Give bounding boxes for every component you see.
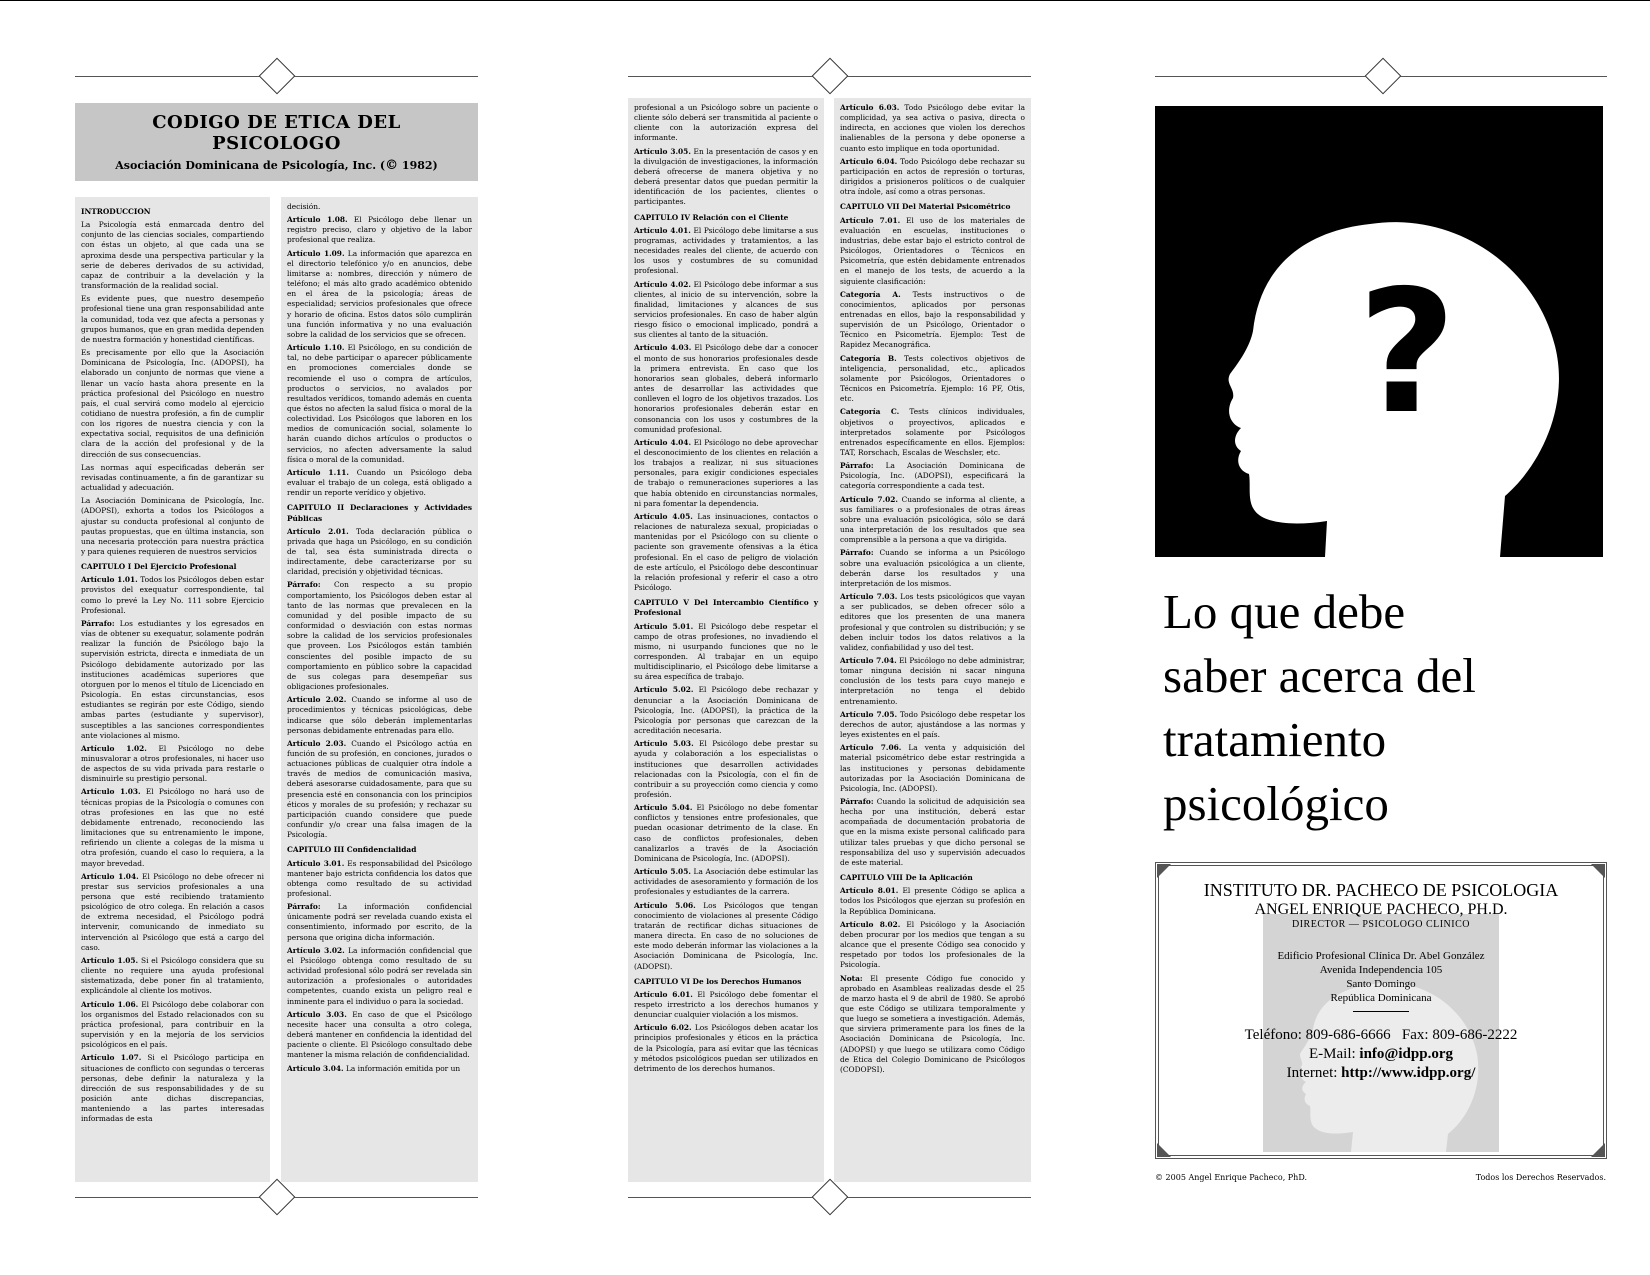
article-label: Artículo 8.02. — [840, 919, 901, 929]
article-text: Tests clínicos individuales, objetivos o proyectivos, aplicados e interpretados solamente por Psicólogos entrenados específicamente en ellos. Ejemplos: TAT, Rorschach, Escalas de Weschsler, etc. — [840, 407, 1025, 457]
address-line4: República Dominicana — [1330, 992, 1432, 1004]
article-label: Artículo 1.05. — [81, 955, 139, 965]
code-subtitle: Asociación Dominicana de Psicología, Inc. (© 1982) — [115, 158, 438, 173]
article-text: El presente Código se aplica a todos los Psicólogos que ejerzan su profesión en la República Dominicana. — [840, 886, 1025, 916]
article-text: Cuando se informe al uso de procedimientos y técnicas psicológicas, debe indicarse que sólo deberán implementarlas personas debidamente entrenadas para ello. — [287, 695, 472, 735]
panel2-column2 — [834, 98, 1031, 1182]
article-paragraph — [840, 495, 1025, 546]
contact-box — [1155, 862, 1607, 1159]
rights-reserved: Todos los Derechos Reservados. — [1475, 1173, 1606, 1182]
article-paragraph — [840, 743, 1025, 794]
article-text: El Psicólogo debe prestar su ayuda y colaboración a los especialistas o instituciones que desarrollen actividades relacionadas con la Psicología, con el fin de contribuir a su proyección como ciencia y como profesión. — [634, 739, 818, 799]
article-paragraph — [634, 226, 818, 277]
chapter-heading: CAPITULO IV Relación con el Cliente — [634, 212, 789, 222]
article-paragraph — [634, 803, 818, 864]
article-label: Artículo 7.01. — [840, 215, 901, 225]
article-label: Artículo 1.08. — [287, 215, 348, 225]
headline-line4: psicológico — [1163, 776, 1389, 831]
article-paragraph — [634, 685, 818, 736]
email-line: E-Mail: info@idpp.org — [1309, 1046, 1453, 1062]
separator — [1353, 1011, 1409, 1012]
article-label: Artículo 1.04. — [81, 871, 139, 881]
article-label: Artículo 1.01. — [81, 575, 138, 585]
article-paragraph — [840, 920, 1025, 971]
article-paragraph — [840, 290, 1025, 351]
chapter-heading: CAPITULO III Confidencialidad — [287, 845, 417, 855]
article-label: Artículo 2.03. — [287, 738, 347, 748]
copyright-notice: © 2005 Angel Enrique Pacheco, PhD. — [1155, 1173, 1308, 1182]
article-paragraph — [634, 438, 818, 509]
article-text: profesional a un Psicólogo sobre un paciente o cliente sólo deberá ser transmitida al paciente o cliente con la autorización expresa del informante. — [634, 103, 818, 143]
article-label: Artículo 7.04. — [840, 655, 897, 665]
email-link[interactable]: info@idpp.org — [1359, 1046, 1453, 1062]
panel2-column1 — [628, 98, 824, 1182]
article-paragraph — [634, 147, 818, 208]
article-paragraph — [840, 592, 1025, 653]
article-paragraph — [287, 946, 472, 1007]
article-paragraph — [287, 202, 472, 212]
article-paragraph — [81, 496, 264, 557]
article-text: El Psicólogo no debe ofrecer ni prestar sus servicios profesionales a una persona que esté recibiendo tratamiento psicológico de otro colega. En relación a casos de extrema necesidad, el Psicólogo podrá intervenir, comunicando de inmediato su intervención al Psicólogo que está a cargo del caso. — [81, 871, 264, 952]
article-paragraph — [81, 872, 264, 953]
article-paragraph — [81, 744, 264, 785]
article-paragraph — [634, 901, 818, 972]
panel1-column1 — [75, 197, 270, 1182]
article-label: Artículo 5.06. — [634, 900, 696, 910]
article-paragraph — [81, 619, 264, 741]
article-paragraph — [840, 157, 1025, 198]
article-paragraph — [634, 622, 818, 683]
article-paragraph — [81, 463, 264, 493]
article-text: Las normas aquí especificadas deberán ser revisadas continuamente, a fin de garantizar su actualidad y adecuación. — [81, 462, 264, 493]
article-paragraph — [81, 956, 264, 997]
chapter-heading: CAPITULO VIII De la Aplicación — [840, 873, 973, 883]
institute-name: INSTITUTO DR. PACHECO DE PSICOLOGIA — [1203, 880, 1559, 900]
article-paragraph — [287, 468, 472, 498]
article-label: Nota: — [840, 973, 863, 983]
article-paragraph — [840, 974, 1025, 1076]
article-text: Tests colectivos objetivos de inteligencia, personalidad, etc., aplicados solamente por Psicólogos, Orientadores o Técnicos en Psicometría. Ejemplo: 16 PF, Otis, etc. — [840, 353, 1025, 404]
article-text: La información confidencial que el Psicólogo obtenga como resultado de su actividad profesional sólo podrá ser revelada sin autorización a profesionales o autoridades competentes, cuando exista un peligro real e inminente para el individuo o para la sociedad. — [287, 945, 473, 1006]
article-paragraph — [287, 859, 472, 900]
article-paragraph — [81, 1000, 264, 1051]
article-text: Toda declaración pública o privada que haga un Psicólogo, en su condición de tal, sea ésta suministrada directa o indirectamente, debe caracterizarse por su claridad, precisión y objetividad técnicas. — [287, 526, 473, 577]
article-text: Todos los Psicólogos deben estar provistos del exequatur correspondiente, tal como lo prevé la Ley No. 111 sobre Ejercicio Profesional. — [81, 575, 265, 615]
article-label: Artículo 2.01. — [287, 526, 349, 536]
article-paragraph — [840, 656, 1025, 707]
article-paragraph — [81, 1053, 264, 1124]
code-title-line1: CODIGO DE ETICA DEL — [152, 112, 401, 133]
article-label: Artículo 7.02. — [840, 494, 898, 504]
article-label: Párrafo: — [840, 797, 874, 806]
copyright-circle-icon: © — [385, 158, 399, 173]
article-label: Artículo 1.02. — [81, 743, 147, 753]
article-paragraph — [287, 249, 472, 340]
article-text: El Psicólogo no debe fomentar conflictos y tensiones entre profesionales, que puedan ocasionar detrimento de la clase. En caso de conflictos profesionales, deben canalizarlos a través de la Asociación Dominicana de Psicología, Inc. (ADOPSI). — [634, 803, 818, 863]
article-text: El Psicólogo debe llenar un registro preciso, claro y objetivo de la labor profesional que realiza. — [287, 215, 472, 245]
article-text: Las insinuaciones, contactos o relaciones de naturaleza sexual, propiciadas o mantenidas por el Psicólogo con su cliente o paciente son gravemente ofensivas a la ética profesional. En el caso de peligro de violación de este artículo, el Psicólogo debe descontinuar la relación profesional y referir el caso a otro Psicólogo. — [634, 511, 818, 593]
article-text: Si el Psicólogo participa en situaciones de conflicto con segundas o terceras personas, debe definir la naturaleza y la dirección de sus responsabilidades y de su posición ante dichas discrepancias, manteniendo a las partes interesadas informadas de esta — [81, 1053, 265, 1124]
article-text: El Psicólogo no debe administrar, tomar ninguna decisión ni sacar ninguna conclusión de los tests para cuyo manejo e interpretación no tenga el debido entrenamiento. — [840, 655, 1025, 706]
panel3-top-diamond — [1365, 58, 1402, 95]
internet-line: Internet: http://www.idpp.org/ — [1286, 1065, 1476, 1081]
article-label: Artículo 2.02. — [287, 695, 347, 705]
article-paragraph — [287, 527, 472, 578]
chapter-heading: CAPITULO VII Del Material Psicométrico — [840, 202, 1011, 212]
article-text: La información que aparezca en el directorio telefónico y/o en anuncios, debe limitarse a: nombres, dirección y número de teléfono; el más alto grado académico obtenido en el área de la psicología; áreas de especialidad; servicios profesionales que ofrece y horario de oficina. Estos datos sólo cumplirán una función informativa y no una evaluación sobre la calidad de los servicios que se ofrecen. — [287, 248, 473, 339]
article-label: Artículo 8.01. — [840, 886, 899, 896]
article-paragraph — [287, 343, 472, 465]
article-paragraph — [287, 1010, 472, 1061]
article-label: Párrafo: — [840, 548, 874, 558]
article-text: decisión. — [287, 202, 321, 211]
article-paragraph — [634, 512, 818, 593]
article-label: Artículo 6.04. — [840, 156, 898, 166]
article-label: Párrafo: — [287, 902, 321, 912]
article-paragraph — [287, 695, 472, 736]
article-paragraph — [81, 575, 264, 616]
article-text: Si el Psicólogo considera que su cliente no requiere una ayuda profesional sistematizada, debe poner fin al tratamiento, explicándole al cliente los motivos. — [81, 955, 265, 996]
address-line2: Avenida Independencia 105 — [1319, 964, 1443, 976]
top-border — [0, 0, 1650, 1]
article-text: En la presentación de casos y en la divulgación de investigaciones, la información deberá ofrecerse de manera objetiva y no deberá presentar datos que puedan permitir la identificación de los pacientes, clientes o participantes. — [634, 146, 818, 207]
article-text: Cuando la solicitud de adquisición sea hecha por una institución, deberá estar acompañada de documentación probatoria de que en la misma existe personal calificado para utilizar tales pruebas y que dicho personal se responsabiliza del uso y supervisión adecuados de este material. — [840, 797, 1025, 867]
article-text: La Asociación debe estimular las actividades de asesoramiento y formación de los profesionales y estudiantes de la carrera. — [634, 867, 818, 897]
phone-fax: Teléfono: 809-686-6666 Fax: 809-686-2222 — [1244, 1027, 1518, 1043]
article-label: Artículo 5.05. — [634, 867, 691, 877]
article-label: Artículo 1.07. — [81, 1053, 142, 1063]
article-text: Los Psicólogos deben acatar los principios profesionales y éticos en la práctica de la Psicología, para así evitar que las técnicas y métodos psicológicos puedan ser utilizados en detrimento de los derechos humanos. — [634, 1023, 819, 1073]
article-text: Es evidente pues, que nuestro desempeño profesional tiene una gran responsabilidad ante la comunidad, toda vez que afecta a personas y grupos humanos, que en gran medida dependen de nuestra formación y honestidad científicas. — [81, 294, 264, 344]
director-title: DIRECTOR — PSICOLOGO CLINICO — [1292, 919, 1470, 930]
article-text: El Psicólogo no debe minusvalorar a otros profesionales, ni hacer uso de aspectos de su vida privada para restarle o disminuirle su prestigio personal. — [81, 743, 265, 784]
article-paragraph — [634, 867, 818, 897]
article-paragraph — [634, 280, 818, 341]
article-label: Artículo 1.06. — [81, 999, 139, 1009]
article-text: Con respecto a su propio comportamiento, los Psicólogos deben estar al tanto de las normas que prevalecen en la comunidad y del posible impacto de su conformidad o desviación con estas normas sobre la calidad de los servicios profesionales que proveen. Los Psicólogos están también conscientes del posible impacto de su comportamiento en público sobre la capacidad de sus colegas para desempeñar sus obligaciones profesionales. — [287, 580, 472, 692]
article-text: Cuando se informa al cliente, a sus familiares o a profesionales de otras áreas sobre una evaluación psicológica, sólo se dará una interpretación de los resultados que sea comprensible a la persona a que va dirigida. — [840, 494, 1026, 545]
article-label: Artículo 6.01. — [634, 989, 693, 999]
chapter-heading: CAPITULO I Del Ejercicio Profesional — [81, 562, 237, 572]
article-paragraph — [634, 1023, 818, 1074]
article-paragraph — [840, 710, 1025, 740]
address-block — [1167, 949, 1595, 1005]
article-paragraph — [287, 580, 472, 692]
article-text: El Psicólogo debe respetar el campo de otras profesiones, no invadiendo el mismo, ni usurpando funciones que no le corresponden. Al trabajar en un equipo multidisciplinario, el Psicólogo debe limitarse a su área específica de trabajo. — [634, 621, 818, 682]
article-paragraph — [287, 1064, 472, 1074]
article-label: Artículo 7.06. — [840, 743, 902, 753]
article-paragraph — [634, 103, 818, 144]
panel1-column2 — [281, 197, 478, 1182]
article-label: Párrafo: — [840, 461, 874, 471]
brochure-headline — [1163, 580, 1633, 836]
article-text: El Psicólogo debe limitarse a sus programas, actividades y tratamientos, a las necesidades reales del cliente, de acuerdo con los usos y costumbres de su comunidad profesional. — [634, 225, 818, 276]
chapter-heading: CAPITULO II Declaraciones y Actividades Públicas — [287, 503, 472, 523]
article-text: En caso de que el Psicólogo necesite hacer una consulta a otro colega, deberá mantener en confidencia la identidad del paciente o cliente. El Psicólogo consultado debe mantener la misma relación de confidencialidad. — [287, 1009, 473, 1060]
article-text: El Psicólogo debe informar a sus clientes, al inicio de su intervención, sobre la finalidad, limitaciones y alcances de sus servicios profesionales. En caso de haber algún riesgo físico o emocional implicado, pondrá a sus clientes al tanto de la situación. — [634, 279, 818, 340]
headline-line2: saber acerca del — [1163, 648, 1476, 703]
article-text: Tests instructivos o de conocimientos, aplicados por personas entrenadas en ellos, bajo la responsabilidad y supervisión de un Psicólogo, Orientador o Técnico en Psicometría. Ejemplo: Test de Rapidez Mecanográfica. — [840, 289, 1025, 350]
article-label: Artículo 7.05. — [840, 709, 898, 719]
article-label: Categoría A. — [840, 289, 901, 299]
article-label: Artículo 3.02. — [287, 945, 345, 955]
article-text: Todo Psicólogo debe evitar la complicidad, ya sea activa o pasiva, directa o indirecta, en acciones que violen los derechos inalienables de la persona y debe oponerse a cuanto esto implique en toda oportunidad. — [840, 103, 1026, 153]
article-paragraph — [81, 220, 264, 291]
article-label: Artículo 4.02. — [634, 279, 691, 289]
article-label: Párrafo: — [81, 618, 115, 628]
article-label: Artículo 3.01. — [287, 858, 345, 868]
article-paragraph — [81, 787, 264, 868]
article-paragraph — [287, 902, 472, 943]
panel2-top-diamond — [812, 58, 849, 95]
article-label: Artículo 6.03. — [840, 103, 900, 112]
cover-image-box — [1155, 106, 1603, 557]
head-silhouette-icon — [1155, 106, 1603, 557]
article-label: Párrafo: — [287, 580, 321, 590]
article-paragraph — [287, 739, 472, 841]
article-text: El Psicólogo no debe aprovechar el desconocimiento de los clientes en relación a los trabajos a realizar, ni sus situaciones personales, para exigir condiciones especiales de trabajo o remuneraciones superiores a las que había obtenido en circunstancias normales, ni para fomentar la dependencia. — [634, 437, 818, 508]
article-text: Todo Psicólogo debe rechazar su participación en actos de represión o torturas, dirigidos a prisioneros políticos o de cualquier otra índole, así como a otras personas. — [840, 156, 1025, 197]
article-text: La Psicología está enmarcada dentro del conjunto de las ciencias sociales, compartiendo con éstas un objeto, al que cada una se aproxima desde una perspectiva particular y la serie de deberes derivados de su actividad, capaz de contribuir a la develación y la transformación de la realidad social. — [81, 220, 264, 291]
article-text: Cuando se informa a un Psicólogo sobre una evaluación psicológica a un cliente, deberán darse los resultados y una interpretación de los mismos. — [840, 548, 1025, 588]
article-paragraph — [840, 216, 1025, 287]
article-label: Categoría C. — [840, 407, 900, 417]
article-paragraph — [840, 461, 1025, 491]
article-label: Categoría B. — [840, 353, 897, 363]
article-label: Artículo 1.09. — [287, 248, 345, 258]
website-link[interactable]: http://www.idpp.org/ — [1341, 1065, 1476, 1081]
article-text: El Psicólogo y la Asociación deben procurar por los medios que tengan a su alcance que el presente Código sea conocido y respetado por todos los profesionales de la Psicología. — [840, 919, 1025, 970]
code-title-line2: PSICOLOGO — [212, 133, 341, 154]
article-label: Artículo 4.04. — [634, 437, 692, 447]
article-label: Artículo 5.02. — [634, 685, 694, 695]
article-text: El Psicólogo no hará uso de técnicas propias de la Psicología o comunes con otras profesiones en las que no esté debidamente entrenado, reconociendo las limitaciones que su entrenamiento le impone, refiriendo un cliente a colegas de la misma u otra profesión, cuando el caso lo requiera, a la mayor brevedad. — [81, 787, 265, 868]
article-label: Artículo 3.04. — [287, 1063, 344, 1073]
article-text: El presente Código fue conocido y aprobado en Asambleas realizadas desde el 25 de marzo hasta el 9 de abril de 1980. Se aprobó que este Código se utilizara temporalmente y que luego se sometiera a investigación. Además, que sirviera primeramente para los fines de la Asociación Dominicana de Psicología, Inc. (ADOPSI) y que luego se utilizara como Código de Etica del Colegio Dominicano de Psicólogos (CODOPSI). — [840, 973, 1025, 1074]
chapter-heading: CAPITULO VI De los Derechos Humanos — [634, 976, 802, 986]
article-paragraph — [634, 739, 818, 800]
panel1-top-diamond — [259, 58, 296, 95]
article-text: La Asociación Dominicana de Psicología, Inc. (ADOPSI), especificará la categoría correspondiente a cada test. — [840, 461, 1025, 491]
chapter-heading: INTRODUCCION — [81, 207, 151, 216]
article-text: Los estudiantes y los egresados en vías de obtener su exequatur, solamente podrán realizar la función de Psicólogo bajo la supervisión estricta, directa e inmediata de un Psicólogo debidamente autorizado por las instituciones académicas superiores que otorguen por lo menos el título de Licenciado en Psicología. En estas circunstancias, esos estudiantes se regirán por este Código, siendo ambas partes (estudiante y supervisor), susceptibles a las sanciones correspondientes ante violaciones al mismo. — [81, 618, 264, 740]
article-label: Artículo 3.03. — [287, 1009, 347, 1019]
article-label: Artículo 7.03. — [840, 592, 898, 602]
article-paragraph — [840, 797, 1025, 868]
article-text: El Psicólogo, en su condición de tal, no debe participar o aparecer públicamente en promociones comerciales donde se recomiende el uso o compra de artículos, productos o servicios, no avalados por resultados verídicos, tomando además en cuenta que éstos no afecten la salud física o moral de la colectividad. Los Psicólogos que laboren en los medios de comunicación social, solamente lo harán cuando dichos artículos o productos o servicios, no afecten adversamente la salud física o moral de la comunidad. — [287, 343, 473, 464]
article-label: Artículo 5.04. — [634, 803, 693, 813]
article-label: Artículo 4.03. — [634, 343, 692, 353]
chapter-heading: CAPITULO V Del Intercambio Científico y Profesional — [634, 598, 818, 618]
article-text: Es precisamente por ello que la Asociación Dominicana de Psicología, Inc. (ADOPSI), ha elaborado un conjunto de normas que viene a llenar un vacío hasta ahora presente en la práctica profesional del Psicólogo en nuestro país, el cual servirá como modelo al ejercicio cotidiano de nuestra profesión, a fin de cumplir con los rigores de nuestra ciencia y con la expectativa social, requisitos de una definición clara de la acción del profesional y de la dirección de sus consecuencias. — [81, 348, 264, 459]
article-text: El uso de los materiales de evaluación en escuelas, instituciones o industrias, debe estar bajo el estricto control de Psicólogos, Orientadores o Técnicos en Psicometría, que estén debidamente entrenados en el manejo de los tests, de acuerdo a la siguiente clasificación: — [840, 215, 1026, 286]
article-label: Artículo 3.05. — [634, 146, 691, 156]
article-paragraph — [840, 354, 1025, 405]
panel1-bottom-diamond — [259, 1179, 296, 1216]
article-label: Artículo 4.05. — [634, 511, 693, 521]
article-paragraph — [634, 343, 818, 434]
article-text: Cuando el Psicólogo actúa en función de su profesión, en conciones, jurados o actuaciones públicas de cualquier otra índole a través de medios de comunicación masiva, deberá asesorarse cuidadosamente, para que su presencia esté en consonancia con los principios éticos y morales de su profesión; y rechazar su participación cuando considere que puede confundir y/o crear una falsa imagen de la Psicología. — [287, 738, 473, 840]
article-label: Artículo 1.10. — [287, 343, 345, 353]
article-text: El Psicólogo debe rechazar y denunciar a la Asociación Dominicana de Psicología, Inc. (ADOPSI), la práctica de la Psicología por personas que carezcan de la acreditación necesaria. — [634, 685, 819, 736]
article-text: El Psicólogo debe fomentar el respeto irrestricto a los derechos humanos y denunciar cualquier violación a los mismos. — [634, 989, 819, 1020]
article-text: La información confidencial únicamente podrá ser revelada cuando exista el consentimiento, informado por escrito, de la persona que origina dicha información. — [287, 902, 472, 942]
code-title — [75, 112, 478, 154]
article-text: Los tests psicológicos que vayan a ser publicados, se deben ofrecer sólo a editores que los presenten de una manera profesional y que controlen su distribución; y se deben incluir todos los datos relativos a la validez, confiabilidad y uso del test. — [840, 592, 1025, 652]
article-paragraph — [840, 548, 1025, 589]
article-text: El Psicólogo debe dar a conocer el monto de sus honorarios profesionales desde la primera entrevista. En caso que los honorarios sean globales, deberá informarlo antes de desarrollar las actividades que conlleven el logro de los objetivos trazados. Los honorarios profesionales deberán estar en consonancia con los usos y costumbres de la comunidad profesional. — [634, 343, 819, 434]
headline-line1: Lo que debe — [1163, 584, 1406, 639]
article-label: Artículo 1.03. — [81, 787, 141, 797]
article-text: Es responsabilidad del Psicólogo mantener bajo estricta confidencia los datos que obtenga como resultado de su actividad profesional. — [287, 858, 472, 898]
article-text: La venta y adquisición del material psicométrico debe estar restringida a las instituciones y personas debidamente autorizadas por la Asociación Dominicana de Psicología, Inc. (ADOPSI). — [840, 743, 1025, 793]
article-paragraph — [81, 294, 264, 345]
article-paragraph — [840, 886, 1025, 916]
article-paragraph — [634, 990, 818, 1020]
article-paragraph — [287, 215, 472, 245]
article-paragraph — [840, 103, 1025, 154]
director-name: ANGEL ENRIQUE PACHECO, PH.D. — [1254, 901, 1508, 918]
article-label: Artículo 6.02. — [634, 1023, 692, 1033]
contact-details — [1167, 1026, 1595, 1083]
panel2-bottom-diamond — [812, 1179, 849, 1216]
article-text: Los Psicólogos que tengan conocimiento de violaciones al presente Código tratarán de rectificar dichas situaciones de manera directa. En caso de no soluciones de este modo deberán informar las violaciones a la Asociación Dominicana de Psicología, Inc. (ADOPSI). — [634, 900, 819, 971]
headline-line3: tratamiento — [1163, 712, 1387, 767]
article-text: La Asociación Dominicana de Psicología, Inc. (ADOPSI), exhorta a todos los Psicólogos a ajustar su conducta profesional al conjunto de pautas propuestas, que en última instancia, son una necesaria protección para nuestra práctica y para quienes requieren de nuestros servicios — [81, 496, 264, 556]
question-mark-icon: ? — [1357, 254, 1457, 452]
article-text: La información emitida por un — [343, 1063, 461, 1073]
address-line1: Edificio Profesional Clínica Dr. Abel González — [1277, 950, 1485, 962]
article-paragraph — [81, 348, 264, 460]
article-label: Artículo 4.01. — [634, 225, 691, 235]
article-text: Todo Psicólogo debe respetar los derechos de autor, ajustándose a las normas y leyes existentes en el país. — [840, 709, 1025, 740]
article-label: Artículo 5.03. — [634, 739, 694, 749]
article-label: Artículo 5.01. — [634, 621, 694, 631]
code-title-box — [75, 103, 478, 181]
address-line3: Santo Domingo — [1346, 978, 1416, 990]
article-text: El Psicólogo debe colaborar con los organismos del Estado relacionados con su práctica profesional, para contribuir en la supervisión y en la mejoría de los servicios psicológicos en el país. — [81, 999, 265, 1050]
article-text: Cuando un Psicólogo deba evaluar el trabajo de un colega, está obligado a rendir un reporte verídico y objetivo. — [287, 467, 472, 498]
article-label: Artículo 1.11. — [287, 467, 349, 477]
article-paragraph — [840, 407, 1025, 458]
